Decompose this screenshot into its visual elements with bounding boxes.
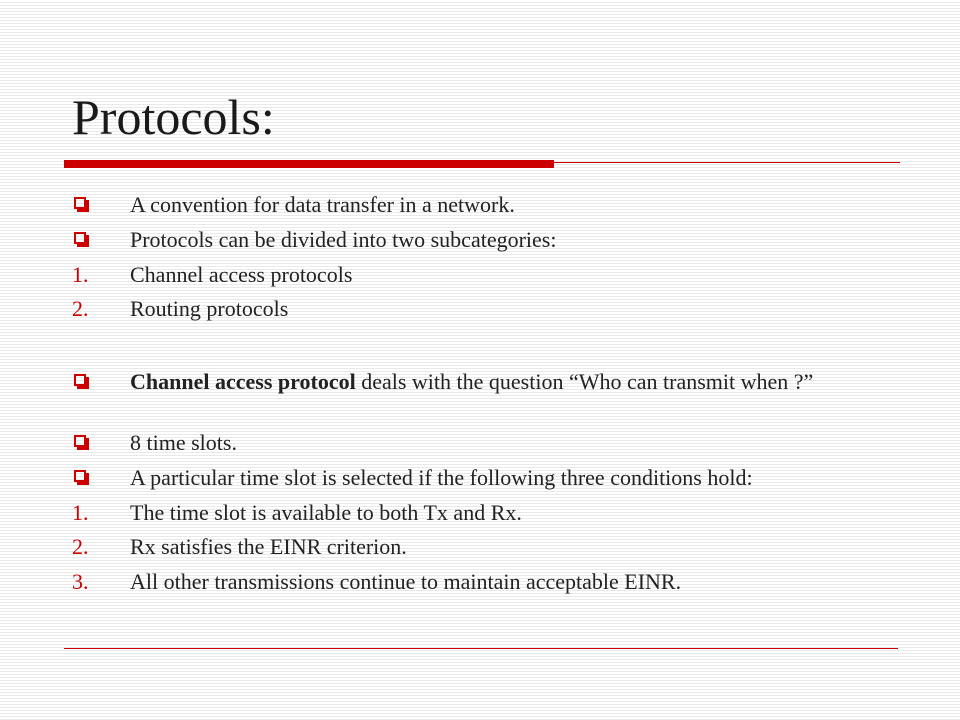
number-marker (72, 500, 122, 526)
bold-term: Channel access protocol (130, 369, 356, 394)
number-marker (72, 262, 122, 288)
list-item-text: 8 time slots. (130, 430, 237, 455)
list-item-rest: deals with the question “Who can transmit when ?” (355, 369, 814, 394)
item-number: 3. (72, 569, 89, 594)
list-item-text: The time slot is available to both Tx and Rx. (130, 500, 522, 525)
square-bullet-icon (74, 470, 86, 482)
number-marker (72, 534, 122, 560)
bullet-marker (72, 369, 122, 395)
list-item-text: All other transmissions continue to maintain acceptable EINR. (130, 569, 682, 594)
list-item-text: Protocols can be divided into two subcategories: (130, 227, 557, 252)
bullet-marker (72, 227, 122, 253)
list-item-text: Channel access protocols (130, 262, 353, 287)
square-bullet-icon (74, 374, 86, 386)
number-marker (72, 296, 122, 322)
bullet-marker (72, 430, 122, 456)
bullet-marker (72, 192, 122, 218)
square-bullet-icon (74, 435, 86, 447)
item-number: 2. (72, 534, 89, 559)
slide-title: Protocols: (72, 89, 275, 145)
item-number: 1. (72, 500, 89, 525)
number-marker (72, 569, 122, 595)
list-item-text: A particular time slot is selected if the following three conditions hold: (130, 465, 753, 490)
list-item-text: Rx satisfies the EINR criterion. (130, 534, 407, 559)
list-item-text: A convention for data transfer in a network. (130, 192, 515, 217)
list-item-text: Routing protocols (130, 296, 289, 321)
item-number: 1. (72, 262, 89, 287)
square-bullet-icon (74, 232, 86, 244)
item-number: 2. (72, 296, 89, 321)
list-item-text (130, 369, 900, 395)
bullet-marker (72, 465, 122, 491)
square-bullet-icon (74, 197, 86, 209)
footer-rule (64, 648, 898, 649)
